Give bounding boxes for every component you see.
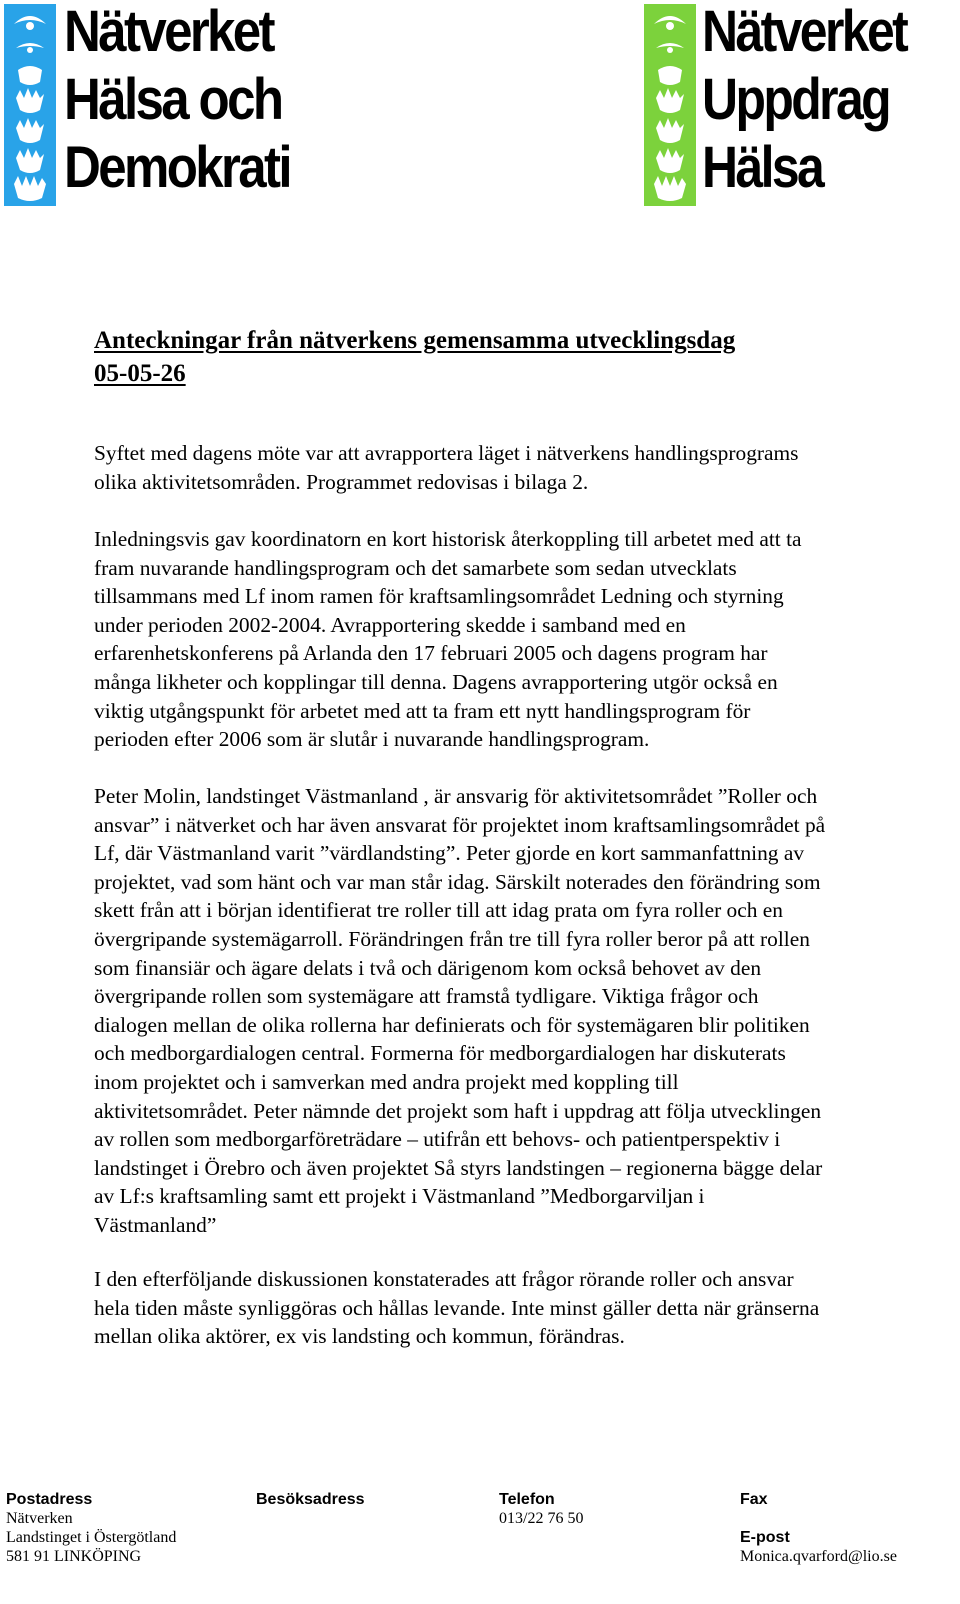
footer-telefon-value: 013/22 76 50 — [499, 1510, 584, 1527]
footer-telefon-label: Telefon — [499, 1491, 555, 1508]
paragraph-line: skett från att i början identifierat tre roller till att idag prata om fyra roller och en — [94, 898, 783, 923]
footer-postadress-line-1: Nätverken — [6, 1510, 73, 1527]
footer-fax-label: Fax — [740, 1491, 768, 1508]
paragraph-line: tillsammans med Lf inom ramen för kraftsamlingsområdet Ledning och styrning — [94, 584, 784, 609]
logo-left-hands-icon — [4, 4, 56, 206]
logo-right-hands-icon — [644, 4, 696, 206]
paragraph-line: dialogen mellan de olika rollerna har definierats och för systemägaren blir politiken — [94, 1012, 810, 1037]
paragraph-line: Västmanland” — [94, 1212, 217, 1237]
paragraph-line: Syftet med dagens möte var att avrapportera läget i nätverkens handlingsprograms — [94, 441, 799, 465]
paragraph-roller-och-ansvar — [94, 782, 944, 1240]
footer-fax-epost — [740, 1490, 897, 1566]
paragraph-purpose — [94, 439, 944, 496]
paragraph-line: erfarenhetskonferens på Arlanda den 17 februari 2005 och dagens program har — [94, 641, 768, 666]
paragraph-line: olika aktivitetsområden. Programmet redovisas i bilaga 2. — [94, 469, 589, 494]
logo-right-wordmark — [702, 0, 906, 202]
logo-left-line-3: Demokrati — [64, 135, 290, 200]
logo-left-wordmark — [64, 0, 290, 202]
paragraph-line: Inledningsvis gav koordinatorn en kort historisk återkoppling till arbetet med att ta — [94, 527, 802, 551]
paragraph-line: aktivitetsområdet. Peter nämnde det projekt som haft i uppdrag att följa utvecklingen — [94, 1098, 822, 1123]
paragraph-line: perioden efter 2006 som är slutår i nuvarande handlingsprogram. — [94, 727, 650, 752]
footer-besoksadress-label: Besöksadress — [256, 1491, 365, 1508]
paragraph-line: under perioden 2002-2004. Avrapportering skedde i samband med en — [94, 612, 686, 637]
paragraph-line: hela tiden måste synliggöras och hållas levande. Inte minst gäller detta när gränserna — [94, 1295, 820, 1320]
footer-epost-label: E-post — [740, 1529, 790, 1546]
footer-telefon — [499, 1490, 583, 1528]
paragraph-line: mellan olika aktörer, ex vis landsting och kommun, förändras. — [94, 1324, 625, 1349]
paragraph-line: som finansiär och ägare delats i två och därigenom kom också behovet av den — [94, 955, 762, 980]
document-title-line-1: Anteckningar från nätverkens gemensamma utvecklingsdag — [94, 327, 736, 354]
paragraph-line: Lf, där Västmanland varit ”värdlandsting”. Peter gjorde en kort sammanfattning av — [94, 841, 805, 866]
logo-left-line-1: Nätverket — [64, 0, 273, 64]
footer-epost-link[interactable]: Monica.qvarford@lio.se — [740, 1548, 897, 1565]
logo-right-line-1: Nätverket — [702, 0, 907, 64]
logo-left-line-2: Hälsa och — [64, 67, 282, 132]
footer-postadress — [6, 1490, 176, 1566]
paragraph-line: landstinget i Örebro och även projektet Så styrs landstingen – regionerna bägge delar — [94, 1155, 823, 1180]
document-title — [94, 324, 894, 390]
paragraph-line: Peter Molin, landstinget Västmanland , är ansvarig för aktivitetsområdet ”Roller och — [94, 784, 818, 808]
paragraph-line: av Lf:s kraftsamling samt ett projekt i Västmanland ”Medborgarviljan i — [94, 1184, 705, 1209]
logo-natverket-halsa-och-demokrati — [4, 0, 344, 206]
footer-postadress-label: Postadress — [6, 1491, 93, 1508]
paragraph-line: fram nuvarande handlingsprogram och det samarbete som sedan utvecklats — [94, 555, 737, 580]
paragraph-line: I den efterföljande diskussionen konstaterades att frågor rörande roller och ansvar — [94, 1267, 794, 1291]
paragraph-line: övergripande systemägarroll. Förändringen från tre till fyra roller beror på att rollen — [94, 926, 810, 951]
logo-right-line-2: Uppdrag — [702, 67, 889, 132]
paragraph-line: inom projektet och i samverkan med andra projekt med koppling till — [94, 1069, 679, 1094]
paragraph-line: övergripande rollen som systemägare att framstå tydligare. Viktiga frågor och — [94, 984, 759, 1009]
footer-postadress-line-3: 581 91 LINKÖPING — [6, 1548, 142, 1565]
paragraph-line: ansvar” i nätverket och har även ansvarat för projektet inom kraftsamlingsområdet på — [94, 812, 826, 837]
paragraph-line: projektet, vad som hänt och var man står idag. Särskilt noterades den förändring som — [94, 869, 821, 894]
paragraph-line: och medborgardialogen central. Formerna för medborgardialogen har diskuterats — [94, 1041, 786, 1066]
paragraph-line: många likheter och kopplingar till denna. Dagens avrapportering utgör också en — [94, 669, 778, 694]
document-title-date: 05-05-26 — [94, 360, 186, 387]
paragraph-line: av rollen som medborgarföreträdare – utifrån ett behovs- och patientperspektiv i — [94, 1127, 781, 1152]
paragraph-discussion — [94, 1265, 944, 1351]
page-footer — [0, 1490, 960, 1604]
paragraph-line: viktig utgångspunkt för arbetet med att ta fram ett nytt handlingsprogram för — [94, 698, 751, 723]
footer-postadress-line-2: Landstinget i Östergötland — [6, 1529, 177, 1546]
paragraph-introduction — [94, 525, 944, 754]
logo-right-line-3: Hälsa — [702, 135, 823, 200]
logo-natverket-uppdrag-halsa — [644, 0, 956, 206]
footer-besoksadress — [256, 1490, 365, 1509]
